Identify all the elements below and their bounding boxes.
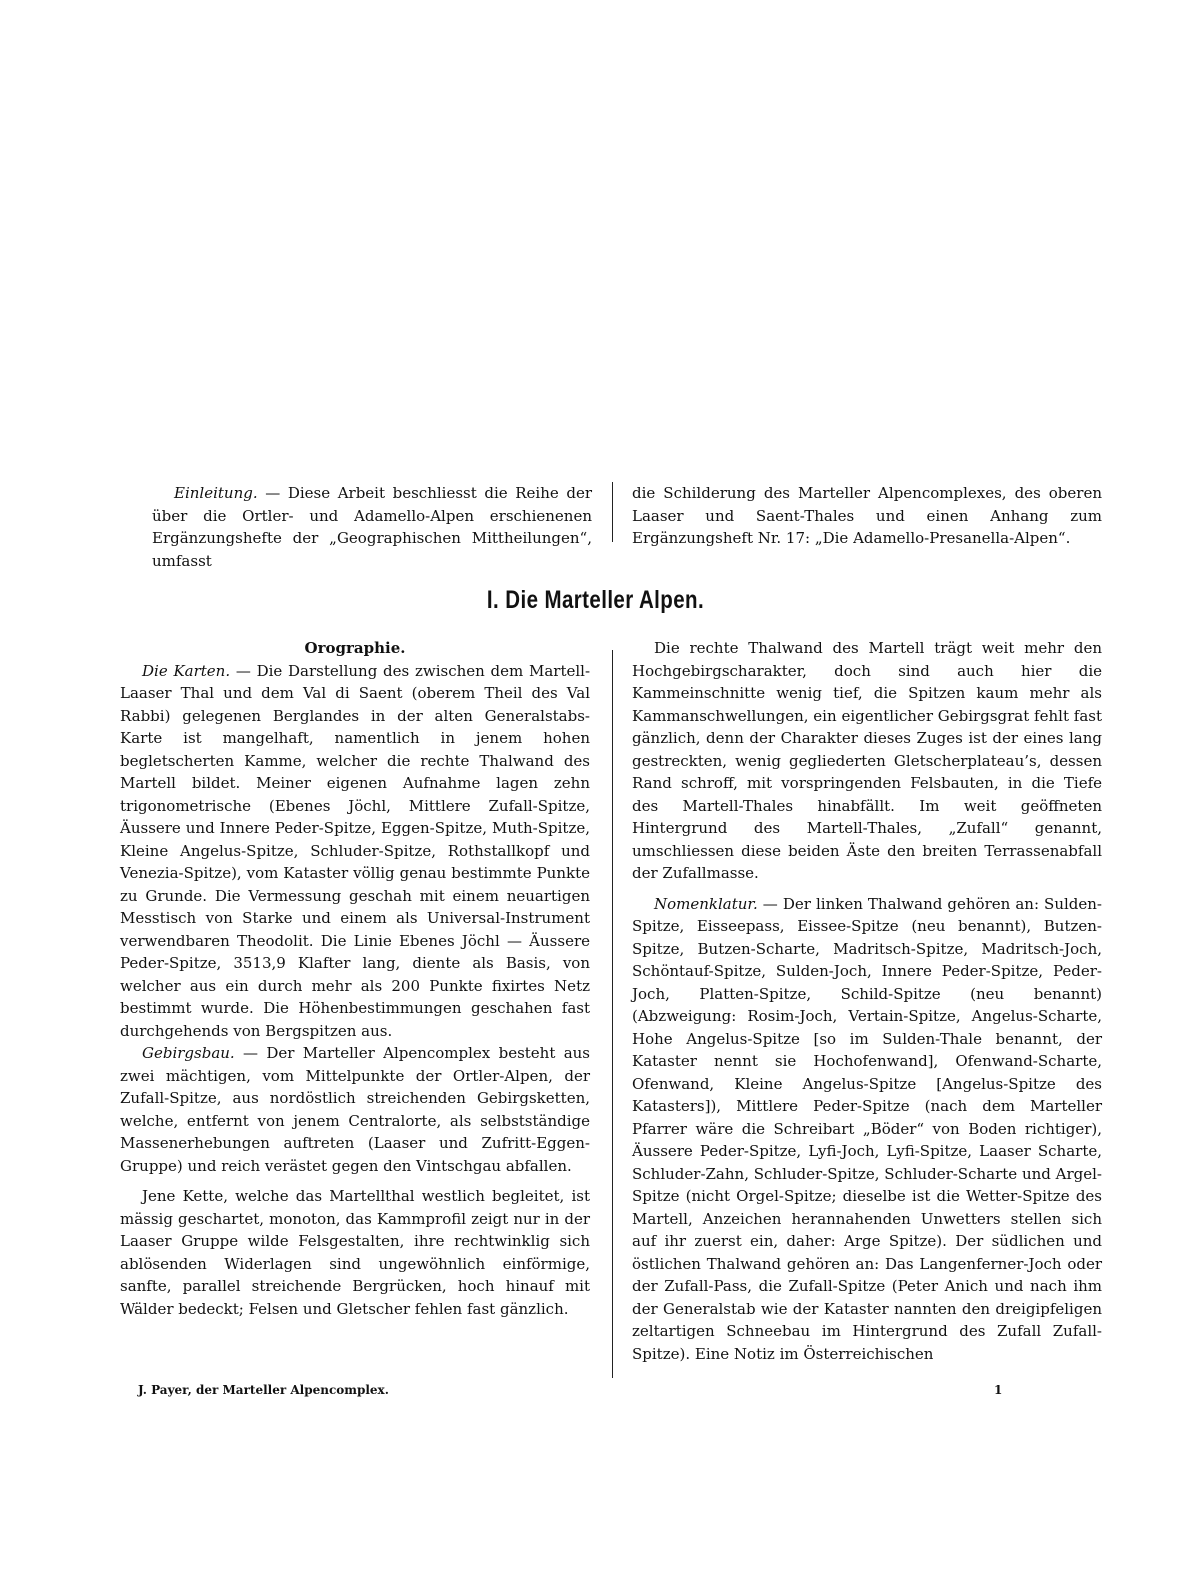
page-number: 1: [994, 1383, 1003, 1397]
paragraph-gebirgsbau: [120, 1042, 590, 1177]
paragraph-jene-kette: Jene Kette, welche das Martellthal westlich begleitet, ist mässig geschartet, monoton, das Kammprofil zeigt nur in der Laaser Gruppe wilde Felsgestalten, ihre rechtwinklig sich ablösenden Widerlagen sind ungewöhnlich einförmige, sanfte, parallel streichende Bergrücken, hoch hinauf mit Wälder bedeckt; Felsen und Gletscher fehlen fast gänzlich.: [120, 1187, 590, 1318]
intro-left-column: [152, 482, 592, 572]
column-divider-intro: [612, 482, 613, 542]
column-divider-body: [612, 650, 613, 1378]
chapter-title: I. Die Marteller Alpen.: [486, 586, 705, 614]
paragraph-nomenklatur: [632, 893, 1102, 1366]
section-heading: Orographie.: [304, 639, 406, 657]
right-body-column: [632, 637, 1102, 1365]
intro-right-text: die Schilderung des Marteller Alpencomplexes, des oberen Laaser und Saent-Thales und einen Anhang zum Ergänzungsheft Nr. 17: „Die Adamello-Presanella-Alpen“.: [632, 484, 1102, 547]
footer-source-line: J. Payer, der Marteller Alpencomplex.: [138, 1383, 389, 1397]
paragraph-label: Die Karten.: [142, 661, 231, 680]
paragraph-text: — Der Marteller Alpencomplex besteht aus zwei mächtigen, vom Mittelpunkte der Ortler-Alpen, der Zufall-Spitze, aus nordöstlich streichenden Gebirgsketten, welche, entfernt von jenem Centralorte, als selbstständige Massenerhebungen auftreten (Laaser und Zufritt-Eggen-Gruppe) und reich verästet gegen den Vintschgau abfallen.: [120, 1044, 590, 1175]
paragraph-label: Nomenklatur.: [654, 894, 758, 913]
paragraph-text: — Der linken Thalwand gehören an: Sulden-Spitze, Eisseepass, Eissee-Spitze (neu benannt), Butzen-Spitze, Butzen-Scharte, Madritsch-Spitze, Madritsch-Joch, Schöntauf-Spitze, Sulden-Joch, Innere Peder-Spitze, Peder-Joch, Platten-Spitze, Schild-Spitze (neu benannt) (Abzweigung: Rosim-Joch, Vertain-Spitze, Angelus-Scharte, Hohe Angelus-Spitze [so im Sulden-Thale benannt, der Kataster nennt sie Hochofenwand], Ofenwand-Scharte, Ofenwand, Kleine Angelus-Spitze [Angelus-Spitze des Katasters]), Mittlere Peder-Spitze (nach dem Marteller Pfarrer wäre die Schreibart „Böder“ von Boden richtiger), Äussere Peder-Spitze, Lyfi-Joch, Lyfi-Spitze, Laaser Scharte, Schluder-Zahn, Schluder-Spitze, Schluder-Scharte und Argel-Spitze (nicht Orgel-Spitze; dieselbe ist die Wetter-Spitze des Martell, Anzeichen herannahenden Unwetters stellen sich auf ihr zuerst ein, daher: Arge Spitze). Der südlichen und östlichen Thalwand gehören an: Das Langenferner-Joch oder der Zufall-Pass, die Zufall-Spitze (Peter Anich und nach ihm der Generalstab wie der Kataster nannten den dreigipfeligen zeltartigen Schneebau im Hintergrund des Zufall Zufall-Spitze). Eine Notiz im Österreichischen: [632, 894, 1102, 1363]
paragraph-rechte-thalwand: Die rechte Thalwand des Martell trägt weit mehr den Hochgebirgscharakter, doch sind auch hier die Kammeinschnitte wenig tief, die Spitzen kaum mehr als Kammanschwellungen, ein eigentlicher Gebirgsgrat fehlt fast gänzlich, denn der Charakter dieses Zuges ist der eines lang gestreckten, wenig gegliederten Gletscherplateau’s, dessen Rand schroff, mit vorspringenden Felsbauten, in die Tiefe des Martell-Thales hinabfällt. Im weit geöffneten Hintergrund des Martell-Thales, „Zufall“ genannt, umschliessen diese beiden Äste den breiten Terrassenabfall der Zufallmasse.: [632, 639, 1102, 882]
paragraph-label: Gebirgsbau.: [142, 1044, 235, 1062]
intro-label: Einleitung.: [174, 484, 258, 502]
intro-paragraph: [152, 482, 592, 572]
paragraph-die-karten: [120, 660, 590, 1043]
intro-left-text: — Diese Arbeit beschliesst die Reihe der über die Ortler- und Adamello-Alpen erschienenen Ergänzungshefte der „Geographischen Mittheilungen“, umfasst: [152, 484, 592, 570]
left-body-column: [120, 637, 590, 1320]
intro-right-column: [632, 482, 1102, 550]
paragraph-text: — Die Darstellung des zwischen dem Martell-Laaser Thal und dem Val di Saent (oberem Theil des Val Rabbi) gelegenen Berglandes in der alten Generalstabs-Karte ist mangelhaft, namentlich in jenem hohen begletscherten Kamme, welcher die rechte Thalwand des Martell bildet. Meiner eigenen Aufnahme lagen zehn trigonometrische (Ebenes Jöchl, Mittlere Zufall-Spitze, Äussere und Innere Peder-Spitze, Eggen-Spitze, Muth-Spitze, Kleine Angelus-Spitze, Schluder-Spitze, Rothstallkopf und Venezia-Spitze), vom Kataster völlig genau bestimmte Punkte zu Grunde. Die Vermessung geschah mit einem neuartigen Messtisch von Starke und einem als Universal-Instrument verwendbaren Theodolit. Die Linie Ebenes Jöchl — Äussere Peder-Spitze, 3513,9 Klafter lang, diente als Basis, von welcher aus ein durch mehr als 200 Punkte fixirtes Netz bestimmt wurde. Die Höhenbestimmungen geschahen fast durchgehends von Bergspitzen aus.: [120, 661, 591, 1040]
